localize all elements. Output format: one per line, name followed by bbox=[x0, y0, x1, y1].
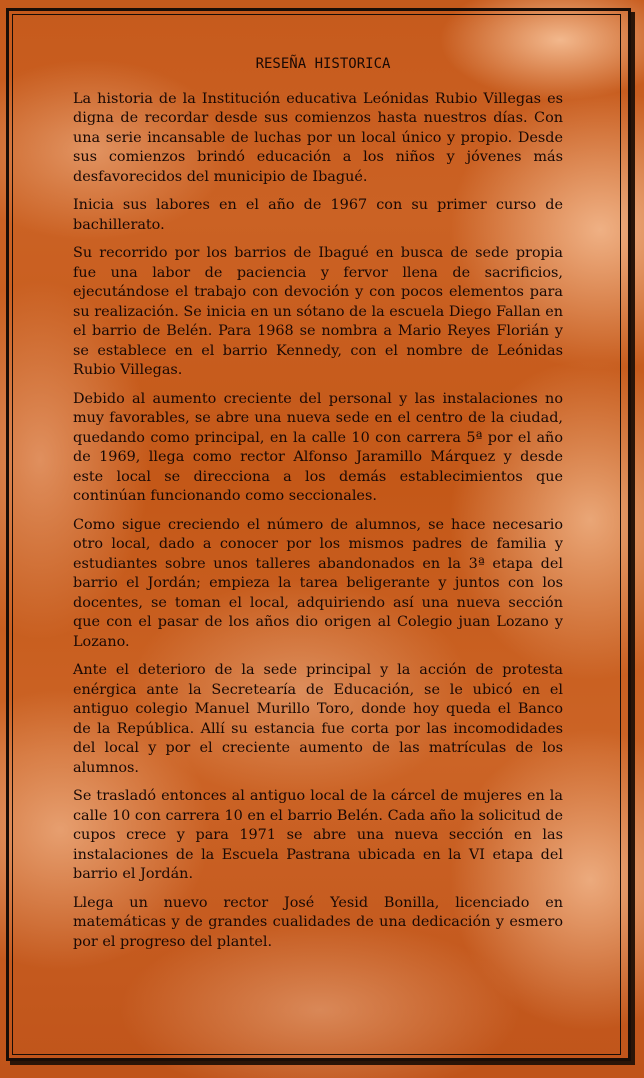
paragraph-8: Llega un nuevo rector José Yesid Bonilla, licenciado en matemáticas y de grandes cualidades de una dedicación y esmero por el progreso del plantel. bbox=[73, 894, 563, 950]
paragraph-2: Inicia sus labores en el año de 1967 con su primer curso de bachillerato. bbox=[73, 197, 563, 233]
paragraph-6: Ante el deterioro de la sede principal y la acción de protesta enérgica ante la Secretearía de Educación, se le ubicó en el antiguo colegio Manuel Murillo Toro, donde hoy queda el Banco de la República. Allí su estancia fue corta por las incomodidades del local y por el creciente aumento de las matrículas de los alumnos. bbox=[73, 662, 563, 776]
paragraph-1: La historia de la Institución educativa Leónidas Rubio Villegas es digna de recordar desde sus comienzos hasta nuestros días. Con una serie incansable de luchas por un local único y propio. Desde sus comienzos brindó educación a los niños y jóvenes más desfavorecidos del municipio de Ibagué. bbox=[73, 90, 563, 185]
paragraph-3: Su recorrido por los barrios de Ibagué en busca de sede propia fue una labor de paciencia y fervor llena de sacrificios, ejecutándose el trabajo con devoción y con pocos elementos para su realización. Se inicia en un sótano de la escuela Diego Fallan en el barrio de Belén. Para 1968 se nombra a Mario Reyes Florián y se establece en el barrio Kennedy, con el nombre de Leónidas Rubio Villegas. bbox=[73, 245, 563, 378]
paragraph-5: Como sigue creciendo el número de alumnos, se hace necesario otro local, dado a conocer por los mismos padres de familia y estudiantes sobre unos talleres abandonados en la 3ª etapa del barrio el Jordán; empieza la tarea beligerante y juntos con los docentes, se toman el local, adquiriendo así una nueva sección que con el pasar de los años dio origen al Colegio juan Lozano y Lozano. bbox=[73, 516, 563, 650]
document-title: RESEÑA HISTORICA bbox=[255, 56, 391, 72]
paragraph-4: Debido al aumento creciente del personal y las instalaciones no muy favorables, se abre una nueva sede en el centro de la ciudad, quedando como principal, en la calle 10 con carrera 5ª por el año de 1969, llega como rector Alfonso Jaramillo Márquez y desde este local se direcciona a los demás establecimientos que continúan funcionando como seccionales. bbox=[73, 390, 563, 504]
document-body bbox=[73, 55, 563, 961]
paragraph-7: Se trasladó entonces al antiguo local de la cárcel de mujeres en la calle 10 con carrera 10 en el barrio Belén. Cada año la solicitud de cupos crece y para 1971 se abre una nueva sección en las instalaciones de la Escuela Pastrana ubicada en la VI etapa del barrio el Jordán. bbox=[73, 788, 563, 882]
